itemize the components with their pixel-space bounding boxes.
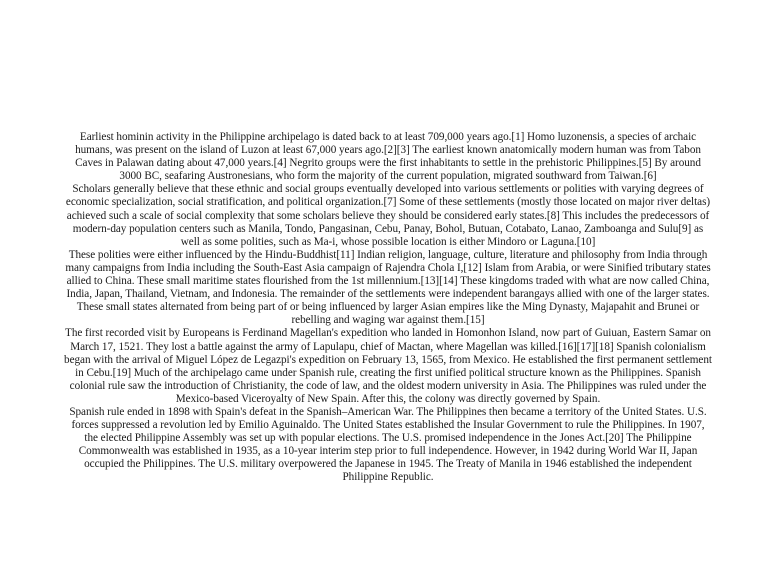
paragraph-prehistory: Earliest hominin activity in the Philippine archipelago is dated back to at least 709,000 years ago.[1] Homo luzonensis, a species of archaic humans, was present on the island of Luzon at least 67,000 years ago.[2][3] The earliest known anatomically modern human was from Tabon Caves in Palawan dating about 47,000 years.[4] Negrito groups were the first inhabitants to settle in the prehistoric Philippines.[5] By around 3000 BC, seafaring Austronesians, who form the majority of the current population, migrated southward from Taiwan.[6] xyxy=(75,131,701,183)
paragraph-polities: These polities were either influenced by the Hindu-Buddhist[11] Indian religion, language, culture, literature and philosophy from India through many campaigns from India including the South-East Asia campaign of Rajendra Chola I,[12] Islam from Arabia, or were Sinified tributary states allied to China. These small maritime states flourished from the 1st millennium.[13][14] These kingdoms traded with what are now called China, India, Japan, Thailand, Vietnam, and Indonesia. The remainder of the settlements were independent barangays allied with one of the larger states. These small states alternated from being part of or being influenced by larger Asian empires like the Ming Dynasty, Majapahit and Brunei or rebelling and waging war against them.[15] xyxy=(65,248,711,327)
document-body xyxy=(64,131,712,485)
paragraph-early-states: Scholars generally believe that these ethnic and social groups eventually developed into various settlements or polities with varying degrees of economic specialization, social stratification, and political organization.[7] Some of these settlements (mostly those located on major river deltas) achieved such a scale of social complexity that some scholars believe they should be considered early states.[8] This includes the predecessors of modern-day population centers such as Manila, Tondo, Pangasinan, Cebu, Panay, Bohol, Butuan, Cotabato, Lanao, Zamboanga and Sulu[9] as well as some polities, such as Ma-i, whose possible location is either Mindoro or Laguna.[10] xyxy=(65,183,711,248)
paragraph-american-period: Spanish rule ended in 1898 with Spain's defeat in the Spanish–American War. The Philippines then became a territory of the United States. U.S. forces suppressed a revolution led by Emilio Aguinaldo. The United States established the Insular Government to rule the Philippines. In 1907, the elected Philippine Assembly was set up with popular elections. The U.S. promised independence in the Jones Act.[20] The Philippine Commonwealth was established in 1935, as a 10-year interim step prior to full independence. However, in 1942 during World War II, Japan occupied the Philippines. The U.S. military overpowered the Japanese in 1945. The Treaty of Manila in 1946 established the independent Philippine Republic. xyxy=(69,405,707,484)
paragraph-spanish-colonial: The first recorded visit by Europeans is Ferdinand Magellan's expedition who landed in Homonhon Island, now part of Guiuan, Eastern Samar on March 17, 1521. They lost a battle against the army of Lapulapu, chief of Mactan, where Magellan was killed.[16][17][18] Spanish colonialism began with the arrival of Miguel López de Legazpi's expedition on February 13, 1565, from Mexico. He established the first permanent settlement in Cebu.[19] Much of the archipelago came under Spanish rule, creating the first unified political structure known as the Philippines. Spanish colonial rule saw the introduction of Christianity, the code of law, and the oldest modern university in Asia. The Philippines was ruled under the Mexico-based Viceroyalty of New Spain. After this, the colony was directly governed by Spain. xyxy=(64,327,712,405)
